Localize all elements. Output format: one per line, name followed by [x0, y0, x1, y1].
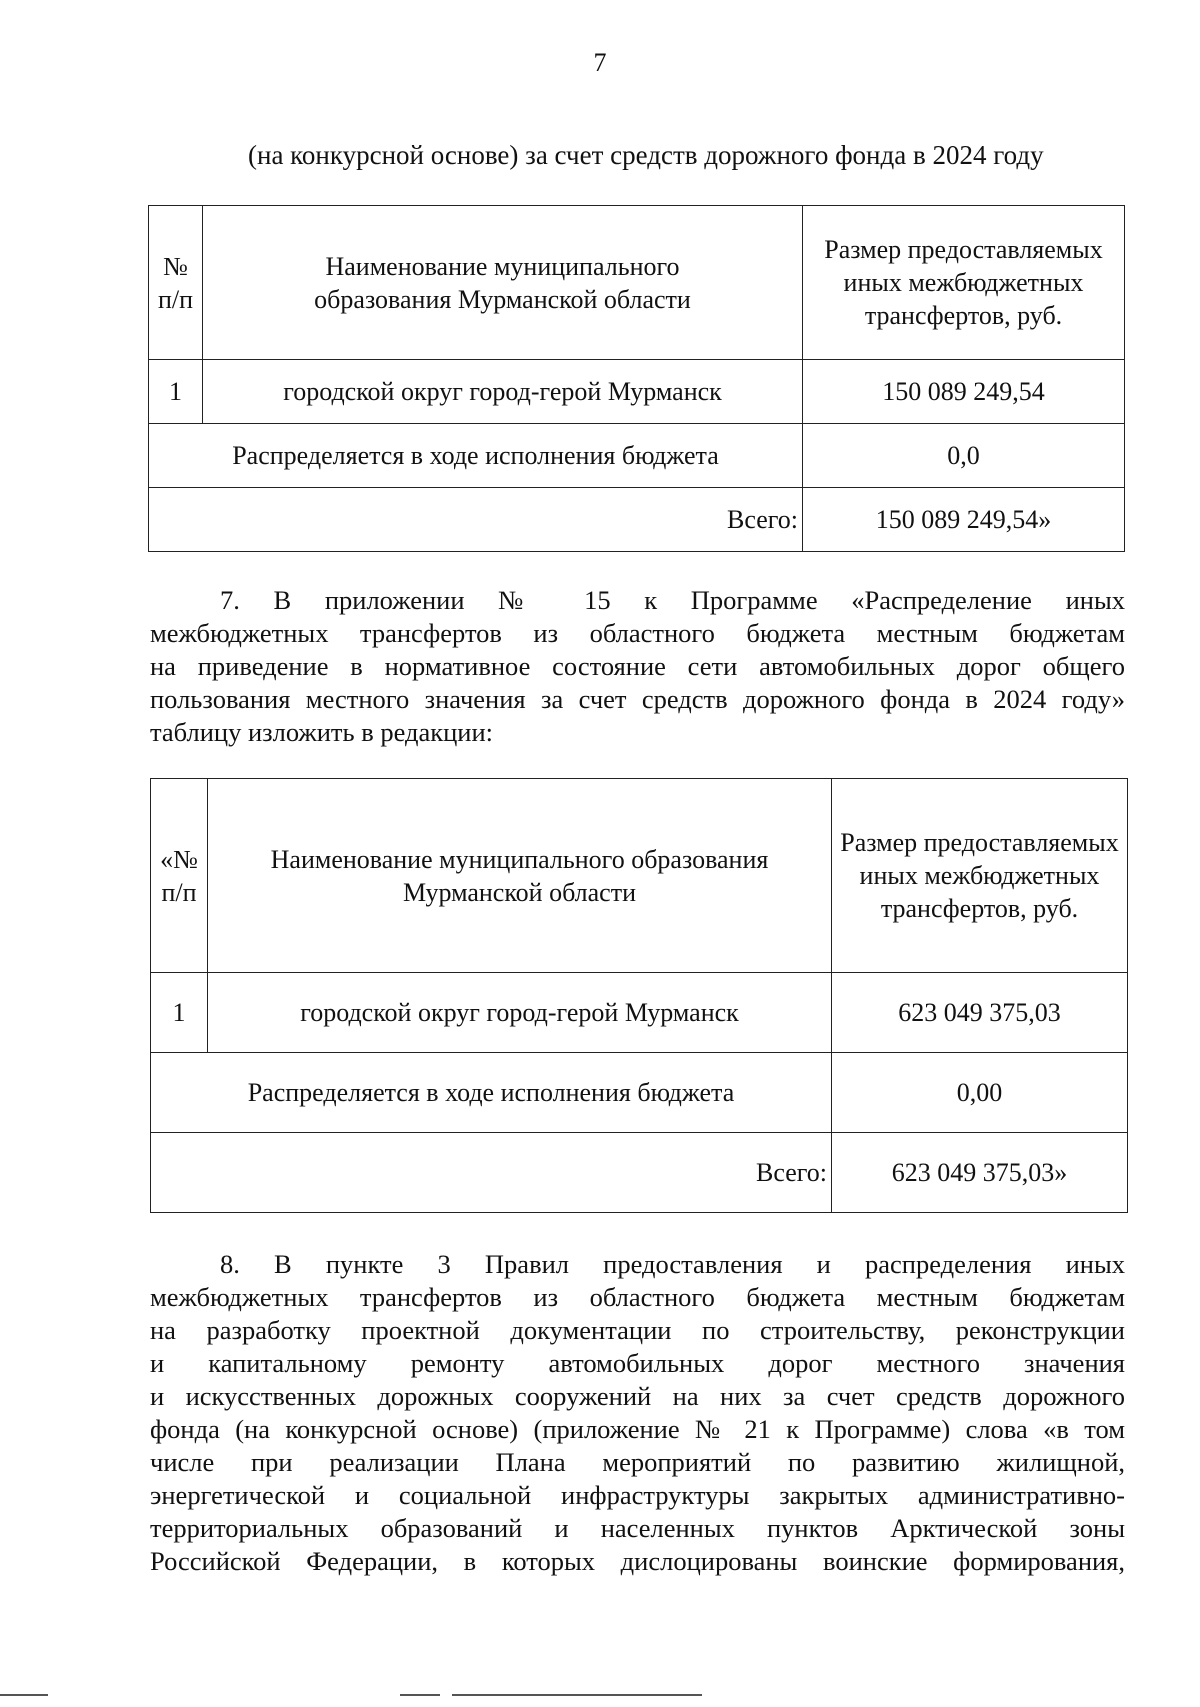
row-number: 1 — [149, 360, 203, 424]
distribution-table-1 — [148, 205, 1125, 552]
paragraph-line: Российской Федерации, в которых дислоцированы воинские формирования, — [150, 1546, 1125, 1576]
row-amount: 150 089 249,54 — [803, 360, 1125, 424]
total-amount: 150 089 249,54» — [803, 488, 1125, 552]
distribution-table-2 — [150, 778, 1128, 1213]
paragraph-line: на разработку проектной документации по строительству, реконструкции — [150, 1315, 1125, 1345]
table-row — [149, 360, 1125, 424]
row-municipality: городской округ город-герой Мурманск — [208, 973, 832, 1053]
table-row — [151, 973, 1128, 1053]
total-row — [149, 488, 1125, 552]
header-municipality: Наименование муниципального образования Мурманской области — [208, 779, 832, 973]
paragraph-line: пользования местного значения за счет средств дорожного фонда в 2024 году» — [150, 684, 1125, 714]
table-header-row — [151, 779, 1128, 973]
paragraph-line: таблицу изложить в редакции: — [150, 717, 494, 747]
header-number: «№ п/п — [151, 779, 208, 973]
table-caption: (на конкурсной основе) за счет средств дорожного фонда в 2024 году — [248, 140, 1044, 170]
row-number: 1 — [151, 973, 208, 1053]
header-amount: Размер предоставляемых иных межбюджетных трансфертов, руб. — [832, 779, 1128, 973]
row-amount: 623 049 375,03 — [832, 973, 1128, 1053]
paragraph-line: межбюджетных трансфертов из областного бюджета местным бюджетам — [150, 618, 1125, 648]
paragraph-8 — [150, 1248, 1125, 1578]
table-header-row — [149, 206, 1125, 360]
header-amount: Размер предоставляемых иных межбюджетных трансфертов, руб. — [803, 206, 1125, 360]
distributed-amount: 0,0 — [803, 424, 1125, 488]
paragraph-line: межбюджетных трансфертов из областного бюджета местным бюджетам — [150, 1282, 1125, 1312]
distributed-label: Распределяется в ходе исполнения бюджета — [151, 1053, 832, 1133]
paragraph-line: 8. В пункте 3 Правил предоставления и распределения иных — [220, 1249, 1125, 1279]
paragraph-line: фонда (на конкурсной основе) (приложение № 21 к Программе) слова «в том — [150, 1414, 1125, 1444]
paragraph-7 — [150, 584, 1125, 749]
total-row — [151, 1133, 1128, 1213]
distributed-row — [151, 1053, 1128, 1133]
distributed-label: Распределяется в ходе исполнения бюджета — [149, 424, 803, 488]
paragraph-line: энергетической и социальной инфраструктуры закрытых административно- — [150, 1480, 1125, 1510]
page-number: 7 — [593, 48, 607, 77]
paragraph-line: и капитальному ремонту автомобильных дорог местного значения — [150, 1348, 1125, 1378]
scan-artifact — [0, 1694, 48, 1696]
row-municipality: городской округ город-герой Мурманск — [203, 360, 803, 424]
paragraph-line: числе при реализации Плана мероприятий по развитию жилищной, — [150, 1447, 1125, 1477]
header-number: № п/п — [149, 206, 203, 360]
paragraph-line: на приведение в нормативное состояние сети автомобильных дорог общего — [150, 651, 1125, 681]
paragraph-line: и искусственных дорожных сооружений на них за счет средств дорожного — [150, 1381, 1125, 1411]
distributed-amount: 0,00 — [832, 1053, 1128, 1133]
header-municipality: Наименование муниципального образования Мурманской области — [203, 206, 803, 360]
total-amount: 623 049 375,03» — [832, 1133, 1128, 1213]
distributed-row — [149, 424, 1125, 488]
total-label: Всего: — [151, 1133, 832, 1213]
paragraph-line: 7. В приложении № 15 к Программе «Распределение иных — [220, 585, 1125, 615]
scan-artifact — [400, 1694, 440, 1696]
total-label: Всего: — [149, 488, 803, 552]
paragraph-line: территориальных образований и населенных пунктов Арктической зоны — [150, 1513, 1125, 1543]
scan-artifact — [452, 1694, 702, 1696]
